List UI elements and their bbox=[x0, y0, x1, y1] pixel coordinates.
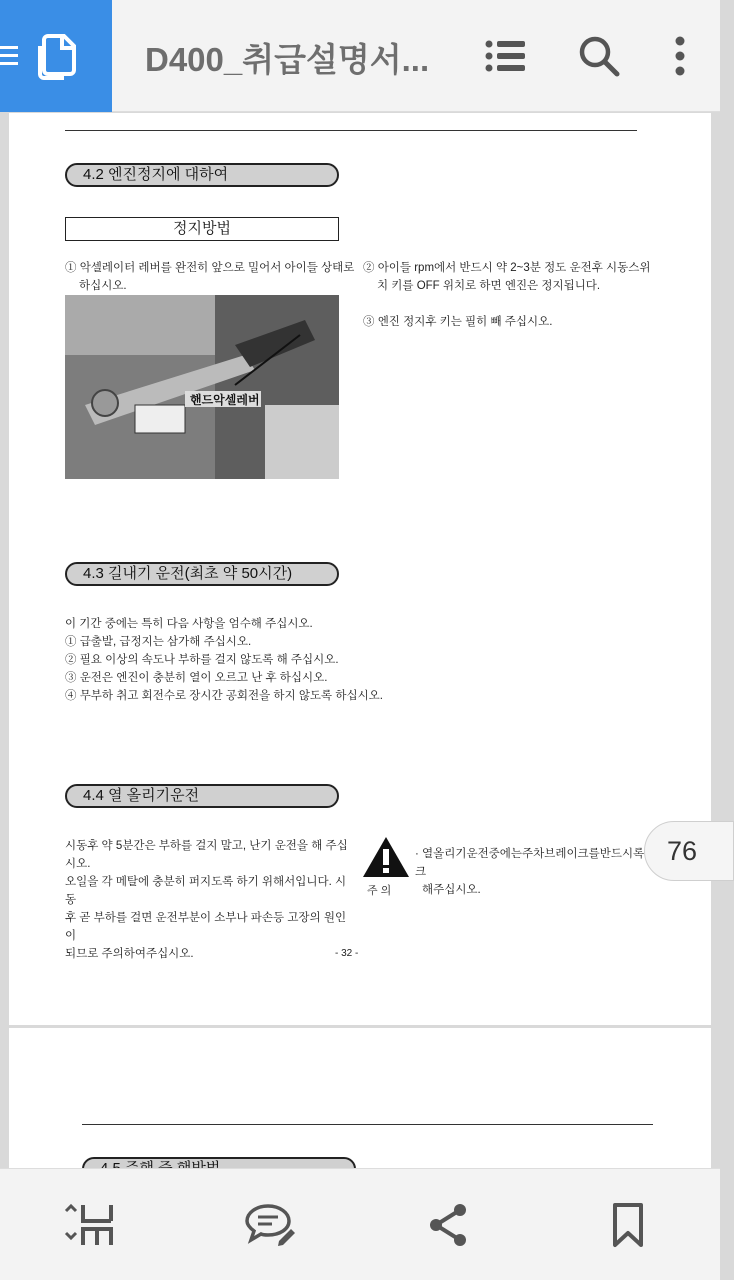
search-icon bbox=[578, 35, 620, 77]
share-icon bbox=[428, 1203, 468, 1247]
body-line: 이 기간 중에는 특히 다음 사항을 엄수해 주십시오. bbox=[65, 618, 313, 630]
body-line: 되므로 주의하여주십시오. bbox=[65, 948, 194, 960]
body-line: 오일을 각 메탈에 충분히 퍼지도록 하기 위해서입니다. 시동 bbox=[65, 876, 347, 906]
document-switch-button[interactable] bbox=[0, 0, 112, 112]
box-label: 정지방법 bbox=[65, 217, 339, 241]
bookmark-icon bbox=[612, 1202, 644, 1248]
menu-icon[interactable] bbox=[0, 46, 18, 70]
body-line: ③ 운전은 엔진이 충분히 열이 오르고 난 후 하십시오. bbox=[65, 672, 328, 684]
top-app-bar bbox=[0, 0, 720, 112]
share-button[interactable] bbox=[420, 1197, 476, 1253]
list-icon bbox=[485, 39, 525, 73]
document-icon bbox=[36, 32, 78, 80]
caution-text: · 열올리기운전중에는주차브레이크를반드시록크 해주십시오. bbox=[415, 848, 645, 896]
warning-icon bbox=[361, 835, 411, 879]
section-43-body bbox=[65, 615, 385, 705]
document-page bbox=[9, 113, 711, 1025]
reflow-icon bbox=[63, 1203, 113, 1247]
page-footer-number: - 32 - bbox=[335, 948, 359, 959]
body-line: ④ 무부하 취고 회전수로 장시간 공회전을 하지 않도록 하십시오. bbox=[65, 690, 383, 702]
page-indicator[interactable]: 76 bbox=[644, 821, 734, 881]
bookmark-button[interactable] bbox=[600, 1197, 656, 1253]
more-icon bbox=[674, 36, 686, 76]
header-rule bbox=[65, 130, 637, 131]
section-heading: 4.2 엔진정지에 대하여 bbox=[65, 163, 339, 187]
body-line: ② 필요 이상의 속도나 부하를 걸지 않도록 해 주십시오. bbox=[65, 654, 339, 666]
section-heading: 4.3 길내기 운전(최초 약 50시간) bbox=[65, 562, 339, 586]
photo-illustration bbox=[65, 295, 339, 479]
body-line: 후 곧 부하를 걸면 운전부분이 소부나 파손등 고장의 원인이 bbox=[65, 912, 347, 942]
photo-label: 핸드악셀레버 bbox=[190, 393, 260, 407]
reflow-button[interactable] bbox=[60, 1197, 116, 1253]
comment-icon bbox=[244, 1203, 296, 1247]
caution-label: 주 의 bbox=[367, 885, 392, 897]
step-2-text: ② 아이들 rpm에서 반드시 약 2~3분 정도 운전후 시동스위 치 키를 OFF 위치로 하면 엔진은 정지됩니다. bbox=[363, 262, 651, 292]
outline-button[interactable] bbox=[479, 30, 531, 82]
search-button[interactable] bbox=[573, 30, 625, 82]
more-options-button[interactable] bbox=[654, 30, 706, 82]
body-line: ① 급출발, 급정지는 삼가해 주십시오. bbox=[65, 636, 252, 648]
header-rule bbox=[82, 1124, 653, 1125]
document-title: D400_취급설명서... bbox=[145, 41, 430, 78]
hand-accelerator-photo bbox=[65, 295, 339, 479]
document-viewer[interactable] bbox=[0, 113, 720, 1168]
bottom-toolbar bbox=[0, 1168, 720, 1280]
step-3-text: ③ 엔진 정지후 키는 필히 빼 주십시오. bbox=[363, 316, 553, 328]
comment-button[interactable] bbox=[242, 1197, 298, 1253]
section-heading: 4.4 열 올리기운전 bbox=[65, 784, 339, 808]
section-44-body bbox=[65, 837, 355, 963]
step-1-text: ① 악셀레이터 레버를 완전히 앞으로 밀어서 아이들 상태로 하십시오. bbox=[65, 262, 355, 292]
body-line: 시동후 약 5분간은 부하를 걸지 말고, 난기 운전을 해 주십시오. bbox=[65, 840, 348, 870]
